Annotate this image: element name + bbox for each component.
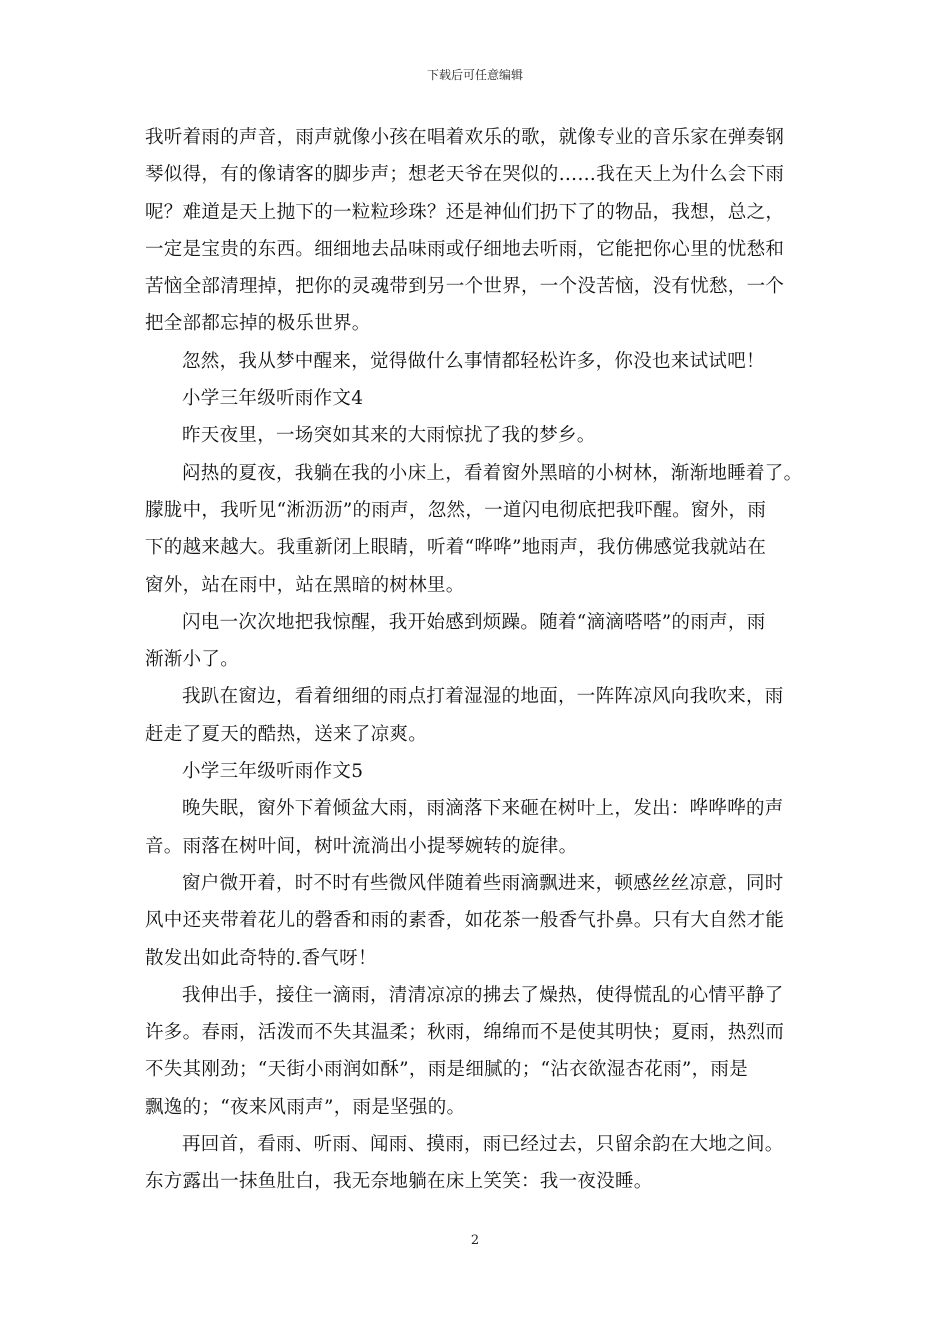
text-line: 昨天夜里，一场突如其来的大雨惊扰了我的梦乡。 [182,425,596,447]
text-line: 琴似得，有的像请客的脚步声；想老天爷在哭似的……我在天上为什么会下雨 [145,164,785,186]
text-line: 朦胧中，我听见“淅沥沥”的雨声，忽然，一道闪电彻底把我吓醒。窗外，雨 [145,499,767,521]
text-line: 下的越来越大。我重新闭上眼睛，听着“哗哗”地雨声，我仿佛感觉我就站在 [145,537,767,559]
text-line: 飘逸的；“夜来风雨声”，雨是坚强的。 [145,1096,466,1118]
text-line: 窗户微开着，时不时有些微风伴随着些雨滴飘进来，顿感丝丝凉意，同时 [182,872,784,894]
text-line: 散发出如此奇特的.香气呀！ [145,947,377,969]
text-line: 苦恼全部清理掉，把你的灵魂带到另一个世界，一个没苦恼，没有忧愁，一个 [145,276,785,298]
text-line: 音。雨落在树叶间，树叶流淌出小提琴婉转的旋律。 [145,835,578,857]
document-body [145,119,810,1201]
text-line: 东方露出一抹鱼肚白，我无奈地躺在床上笑笑：我一夜没睡。 [145,1171,653,1193]
text-line: 呢？难道是天上抛下的一粒粒珍珠？还是神仙们扔下了的物品，我想，总之， [145,201,785,223]
text-line: 窗外，站在雨中，站在黑暗的树林里。 [145,574,465,596]
text-line: 许多。春雨，活泼而不失其温柔；秋雨，绵绵而不是使其明快；夏雨，热烈而 [145,1022,785,1044]
text-line: 把全部都忘掉的极乐世界。 [145,313,371,335]
text-line: 忽然，我从梦中醒来，觉得做什么事情都轻松许多，你没也来试试吧！ [182,350,765,372]
text-line: 闷热的夏夜，我躺在我的小床上，看着窗外黑暗的小树林，渐渐地睡着了。 [182,462,803,484]
text-line: 小学三年级听雨作文4 [182,388,364,410]
text-line: 再回首，看雨、听雨、闻雨、摸雨，雨已经过去，只留余韵在大地之间。 [182,1134,784,1156]
page-header: 下载后可任意编辑 [426,68,523,82]
text-line: 闪电一次次地把我惊醒，我开始感到烦躁。随着“滴滴嗒嗒”的雨声，雨 [182,611,766,633]
text-line: 小学三年级听雨作文5 [182,761,364,783]
text-line: 我伸出手，接住一滴雨，清清凉凉的拂去了燥热，使得慌乱的心情平静了 [182,984,784,1006]
text-line: 一定是宝贵的东西。细细地去品味雨或仔细地去听雨，它能把你心里的忧愁和 [145,238,785,260]
text-line: 渐渐小了。 [145,649,240,671]
text-line: 晚失眠，窗外下着倾盆大雨，雨滴落下来砸在树叶上，发出：哗哗哗的声 [182,798,784,820]
text-line: 赶走了夏天的酷热，送来了凉爽。 [145,723,428,745]
text-line: 风中还夹带着花儿的磬香和雨的素香，如花茶一般香气扑鼻。只有大自然才能 [145,910,785,932]
text-line: 不失其刚劲；“天街小雨润如酥”，雨是细腻的；“沾衣欲湿杏花雨”，雨是 [145,1059,749,1081]
text-line: 我听着雨的声音，雨声就像小孩在唱着欢乐的歌，就像专业的音乐家在弹奏钢 [145,127,785,148]
page-number: 2 [470,1233,480,1248]
text-line: 我趴在窗边，看着细细的雨点打着湿湿的地面，一阵阵凉风向我吹来，雨 [182,686,784,708]
